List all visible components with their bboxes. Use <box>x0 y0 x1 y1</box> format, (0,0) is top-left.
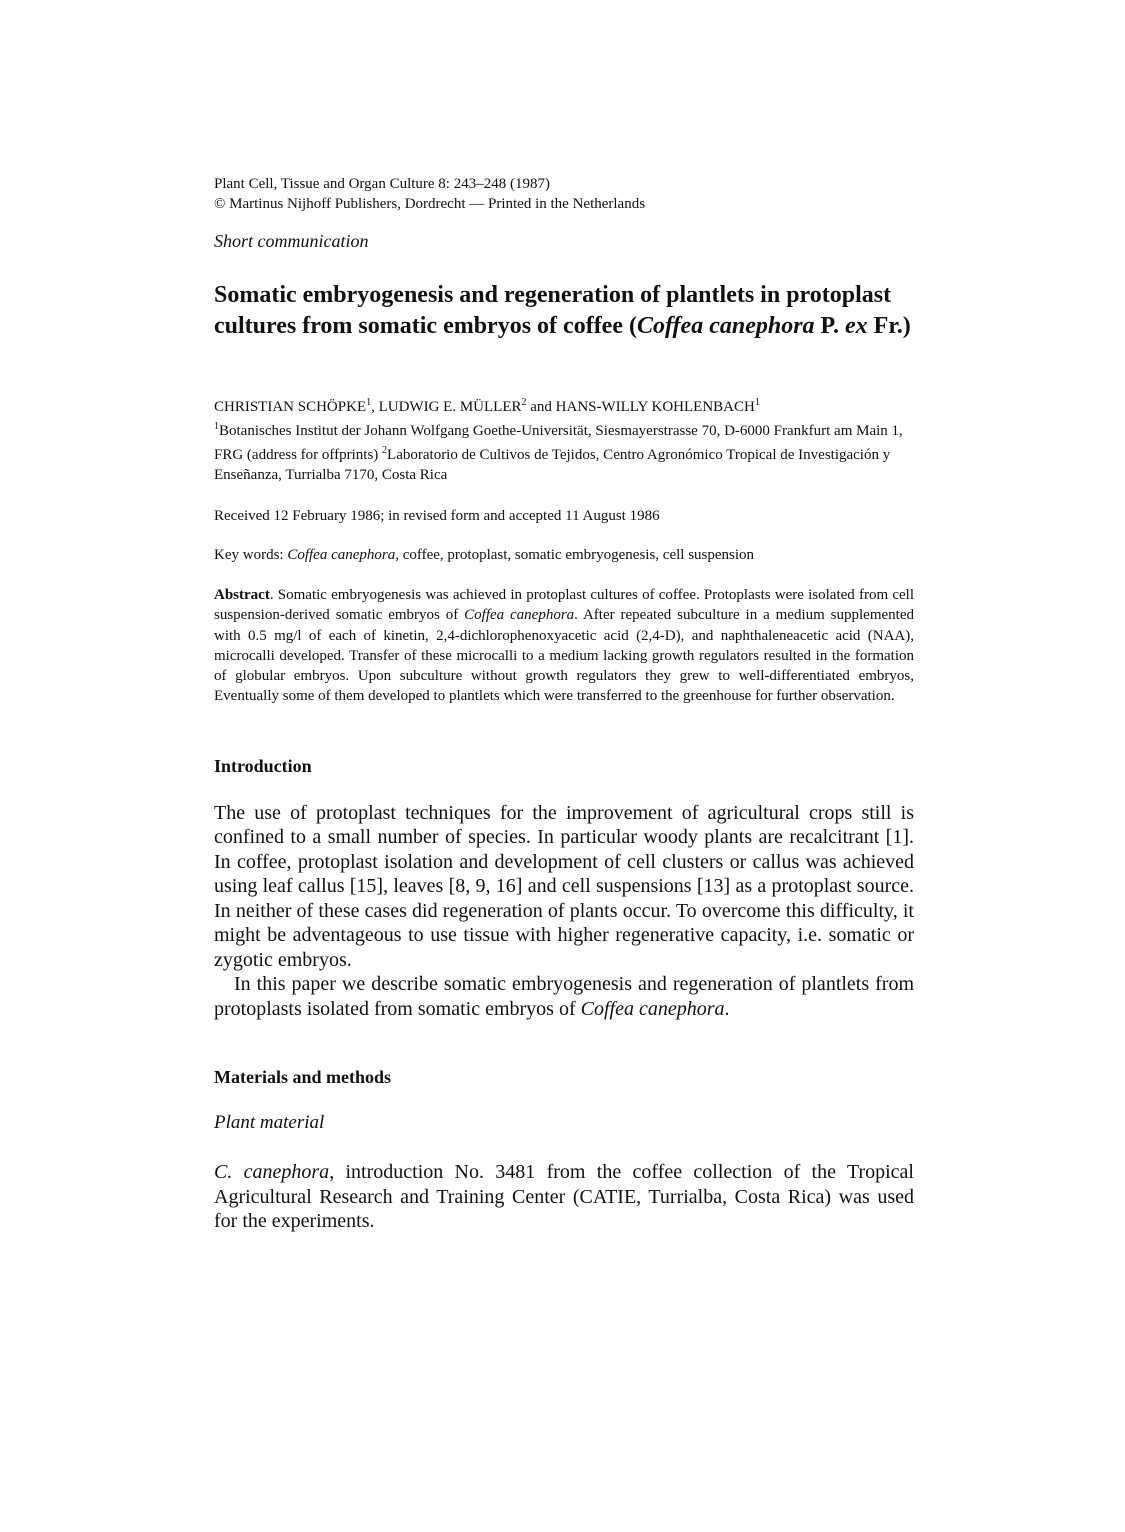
keywords <box>214 545 914 565</box>
keywords-label: Key words: <box>214 547 288 563</box>
article-page <box>214 174 914 1234</box>
introduction-paragraph-2 <box>214 972 914 1021</box>
methods-heading: Materials and methods <box>214 1067 391 1088</box>
affiliation-1: Botanisches Institut der Johann Wolfgang Goethe-Universität, Siesmayerstrasse 70, D-6000 Frankfurt am Main 1, FRG (address for offprints) <box>214 423 903 463</box>
introduction-paragraph-1: The use of protoplast techniques for the improvement of agricultural crops still is confined to a small number of species. In particular woody plants are recalcitrant [1]. In coffee, protoplast isolation and development of cell clusters or callus was achieved using leaf callus [15], leaves [8, 9, 16] and cell suspensions [13] as a protoplast source. In neither of these cases did regeneration of plants occur. To overcome this difficulty, it might be adventageous to use tissue with higher regenerative capacity, i.e. somatic or zygotic embryos. <box>214 801 914 971</box>
affiliations <box>214 417 914 485</box>
author-1: CHRISTIAN SCHÖPKE <box>214 399 367 415</box>
abstract-label: Abstract <box>214 587 270 603</box>
authors-affiliations <box>214 393 914 485</box>
plant-material-subheading: Plant material <box>214 1112 325 1134</box>
title-part3: Fr.) <box>867 312 911 339</box>
affiliation-1-sup: 1 <box>214 421 219 432</box>
abstract-text-2: . After repeated subculture in a medium supplemented with 0.5 mg/l of each of kinetin, 2,4-dichlorophenoxyacetic acid (2,4-D), and naphthaleneacetic acid (NAA), microcalli developed. Transfer of these microcalli to a medium lacking growth regulators resulted in the formation of globular embryos. Upon subculture without growth regulators they grew to well-differentiated embryos, Eventually some of them developed to plantlets which were transferred to the greenhouse for further observation. <box>214 607 914 705</box>
title-species: Coffea canephora <box>636 312 815 339</box>
plant-material-text: , introduction No. 3481 from the coffee collection of the Tropical Agricultural Research and Training Center (CATIE, Turrialba, Costa Rica) was used for the experiments. <box>214 1161 914 1233</box>
abstract-text-1: . Somatic embryogenesis was achieved in protoplast cultures of coffee. Protoplasts were isolated from cell suspension-derived somatic embryos of <box>214 587 914 624</box>
keywords-rest: , coffee, protoplast, somatic embryogenesis, cell suspension <box>395 547 755 563</box>
intro-p2-end: . <box>724 997 730 1020</box>
affiliation-2-sup: 2 <box>382 445 388 456</box>
author-3: and HANS-WILLY KOHLENBACH <box>526 399 755 415</box>
article-title <box>214 280 914 341</box>
author-list <box>214 393 914 417</box>
plant-material-paragraph <box>214 1160 914 1234</box>
author-2-sup: 2 <box>521 397 527 408</box>
journal-citation: Plant Cell, Tissue and Organ Culture 8: 243–248 (1987) <box>214 176 550 192</box>
author-3-sup: 1 <box>754 397 760 408</box>
intro-p2-species: Coffea canephora <box>580 997 725 1020</box>
title-part1: Somatic embryogenesis and regeneration of plantlets in protoplast cultures from somatic embryos of coffee ( <box>214 282 892 339</box>
author-1-sup: 1 <box>366 397 372 408</box>
publisher-line: © Martinus Nijhoff Publishers, Dordrecht — Printed in the Netherlands <box>214 196 646 212</box>
author-2: , LUDWIG E. MÜLLER <box>371 399 522 415</box>
plant-material-species: C. canephora <box>214 1161 330 1184</box>
abstract <box>214 585 914 707</box>
title-ex: ex <box>845 312 868 339</box>
title-part2: P. <box>814 312 846 339</box>
section-type: Short communication <box>214 231 369 251</box>
intro-p2-text: In this paper we describe somatic embryogenesis and regeneration of plantlets from protoplasts isolated from somatic embryos of <box>214 973 914 1020</box>
affiliation-2: Laboratorio de Cultivos de Tejidos, Centro Agronómico Tropical de Investigación y Enseñanza, Turrialba 7170, Costa Rica <box>214 447 891 483</box>
abstract-species: Coffea canephora <box>464 607 575 624</box>
introduction-heading: Introduction <box>214 755 312 776</box>
received-dates: Received 12 February 1986; in revised form and accepted 11 August 1986 <box>214 508 660 524</box>
keywords-species: Coffea canephora <box>287 547 396 563</box>
